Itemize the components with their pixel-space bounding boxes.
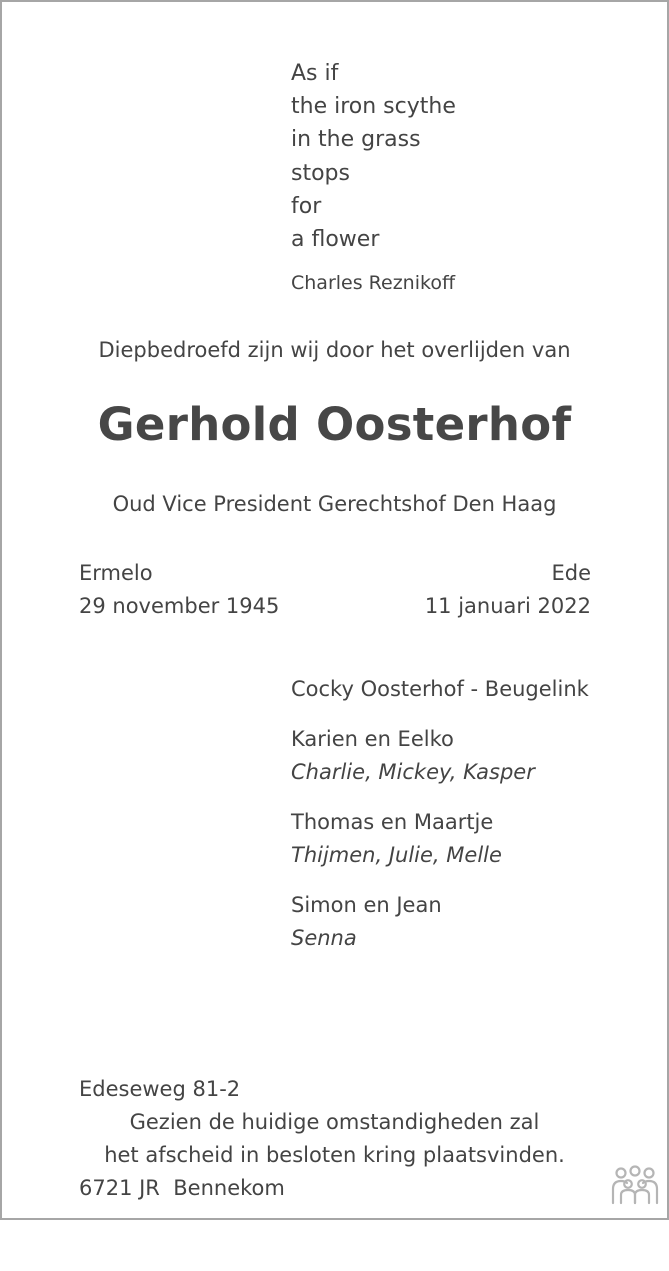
family-parents: Thomas en Maartje [291,810,494,834]
poem [291,57,456,256]
death-date: 11 januari 2022 [424,594,591,618]
family-group [291,806,502,872]
death-place: Ede [551,561,591,585]
birth-date: 29 november 1945 [79,594,280,618]
poem-line: the iron scythe [291,94,456,120]
family-children: Charlie, Mickey, Kasper [291,760,535,784]
deceased-name: Gerhold Oosterhof [97,398,572,451]
poem-line: in the grass [291,127,421,153]
closing-line: het afscheid in besloten kring plaatsvinden. [104,1143,565,1167]
poem-line: a flower [291,226,380,252]
family-children: Senna [291,926,357,950]
poem-line: stops [291,160,350,186]
address-street: Edeseweg 81-2 [79,1077,241,1101]
poem-line: for [291,193,322,219]
birth-place: Ermelo [79,561,153,585]
poem-line: As if [291,61,339,86]
death-info [425,557,591,623]
family-group [291,723,535,789]
intro-text: Diepbedroefd zijn wij door het overlijden van [98,338,571,362]
family-parents: Simon en Jean [291,893,442,917]
birth-info [79,557,279,623]
address-city: 6721 JR Bennekom [79,1176,285,1200]
closing-line: Gezien de huidige omstandigheden zal [129,1110,540,1134]
family-parents: Karien en Eelko [291,727,454,751]
spouse-name: Cocky Oosterhof - Beugelink [291,677,589,701]
people-group-icon [610,1165,660,1205]
family-children: Thijmen, Julie, Melle [291,843,502,867]
closing-text [2,1106,667,1172]
family-group [291,889,442,955]
deceased-role: Oud Vice President Gerechtshof Den Haag [112,492,557,516]
poem-author: Charles Reznikoff [291,272,456,294]
